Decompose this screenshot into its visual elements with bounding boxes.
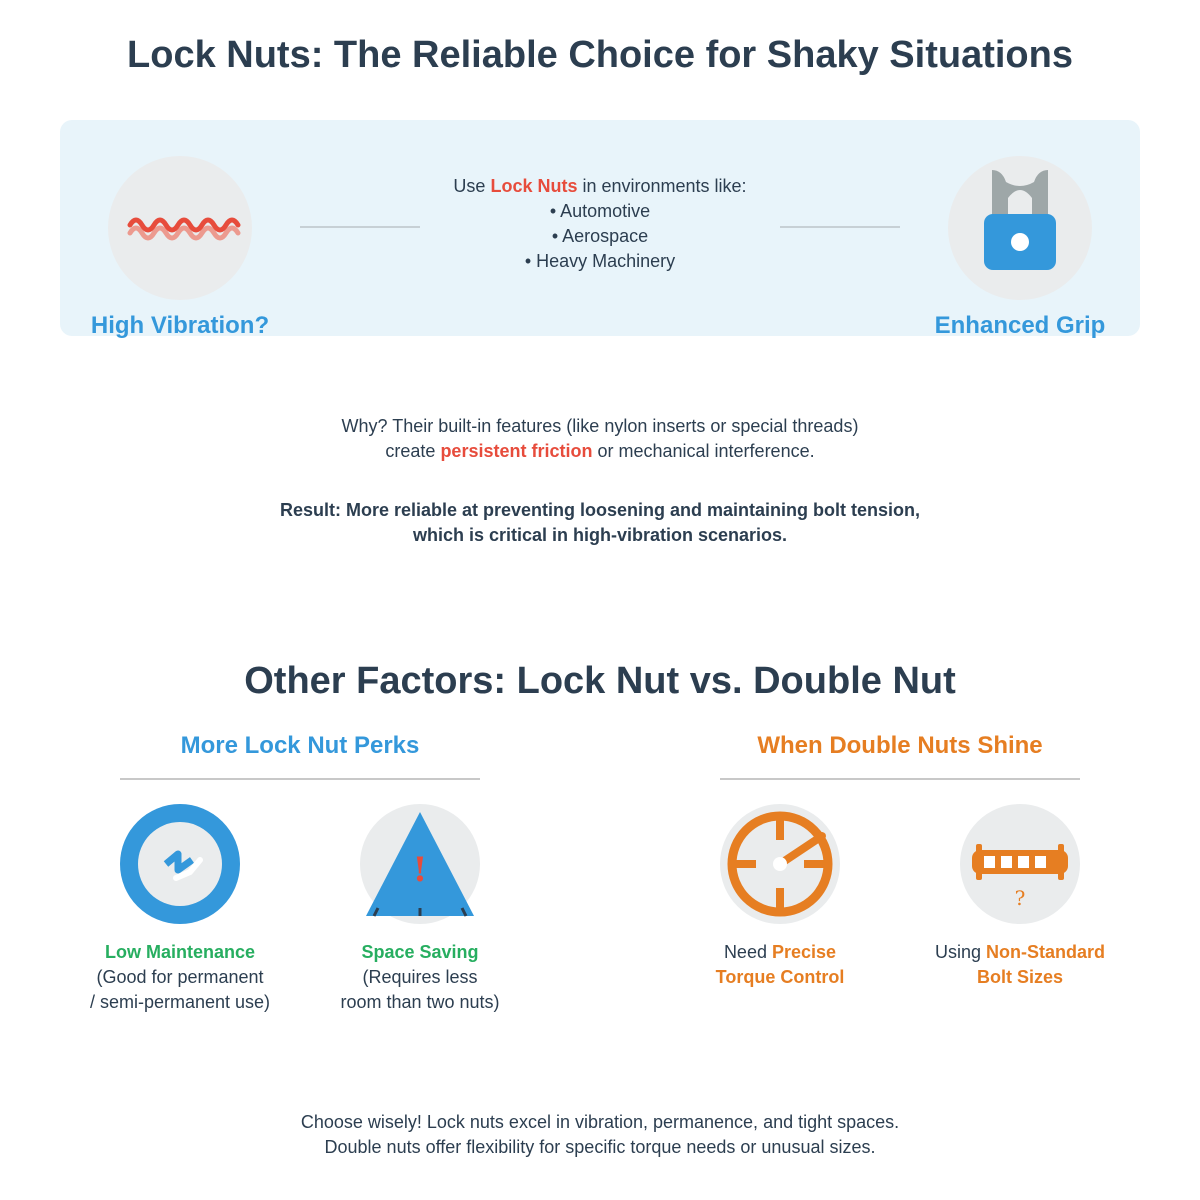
space-saving-caption: Space Saving (Requires less room than two nuts) [300, 940, 540, 1015]
env-item-aerospace: • Aerospace [551, 226, 649, 246]
space-saving-title: Space Saving [361, 942, 479, 962]
persistent-friction-highlight: persistent friction [440, 441, 593, 461]
environment-list [420, 174, 780, 274]
vibration-wave-icon [108, 156, 252, 300]
environment-intro: Use Lock Nuts in environments like: [453, 176, 747, 196]
result-statement: Result: More reliable at preventing loosening and maintaining bolt tension, which is critical in high-vibration scenarios. [279, 500, 921, 545]
padlock-grip-icon [948, 156, 1092, 300]
nonstandard-bolt-icon [960, 804, 1080, 924]
page-title: Lock Nuts: The Reliable Choice for Shaky Situations [127, 34, 1073, 76]
nonstandard-bolt-caption: Using Non-Standard Bolt Sizes [934, 942, 1106, 987]
env-item-heavy-machinery: • Heavy Machinery [524, 251, 676, 271]
double-nuts-title: When Double Nuts Shine [757, 732, 1043, 759]
warning-triangle-icon [360, 804, 480, 924]
lock-nut-perks-title: More Lock Nut Perks [180, 732, 420, 759]
why-explanation: Why? Their built-in features (like nylon inserts or special threads) create persistent friction or mechanical interference. [341, 416, 859, 461]
question-glyph: ? [1014, 886, 1026, 910]
env-item-automotive: • Automotive [549, 201, 651, 221]
lock-nuts-highlight: Lock Nuts [490, 176, 578, 196]
connector-line-right [780, 226, 900, 228]
low-maintenance-caption: Low Maintenance (Good for permanent / semi-permanent use) [60, 940, 300, 1015]
high-vibration-label: High Vibration? [90, 312, 270, 339]
low-maintenance-title: Low Maintenance [104, 942, 256, 962]
exclamation-glyph: ! [412, 850, 428, 890]
enhanced-grip-label: Enhanced Grip [934, 312, 1106, 339]
left-column-rule [120, 778, 480, 780]
checkmark-badge-icon [120, 804, 240, 924]
right-column-rule [720, 778, 1080, 780]
section-title: Other Factors: Lock Nut vs. Double Nut [244, 660, 956, 702]
torque-control-caption: Need Precise Torque Control [715, 942, 845, 987]
torque-gauge-icon [720, 804, 840, 924]
footer-summary: Choose wisely! Lock nuts excel in vibration, permanence, and tight spaces. Double nuts offer flexibility for specific torque needs or unusual sizes. [300, 1112, 900, 1157]
connector-line-left [300, 226, 420, 228]
